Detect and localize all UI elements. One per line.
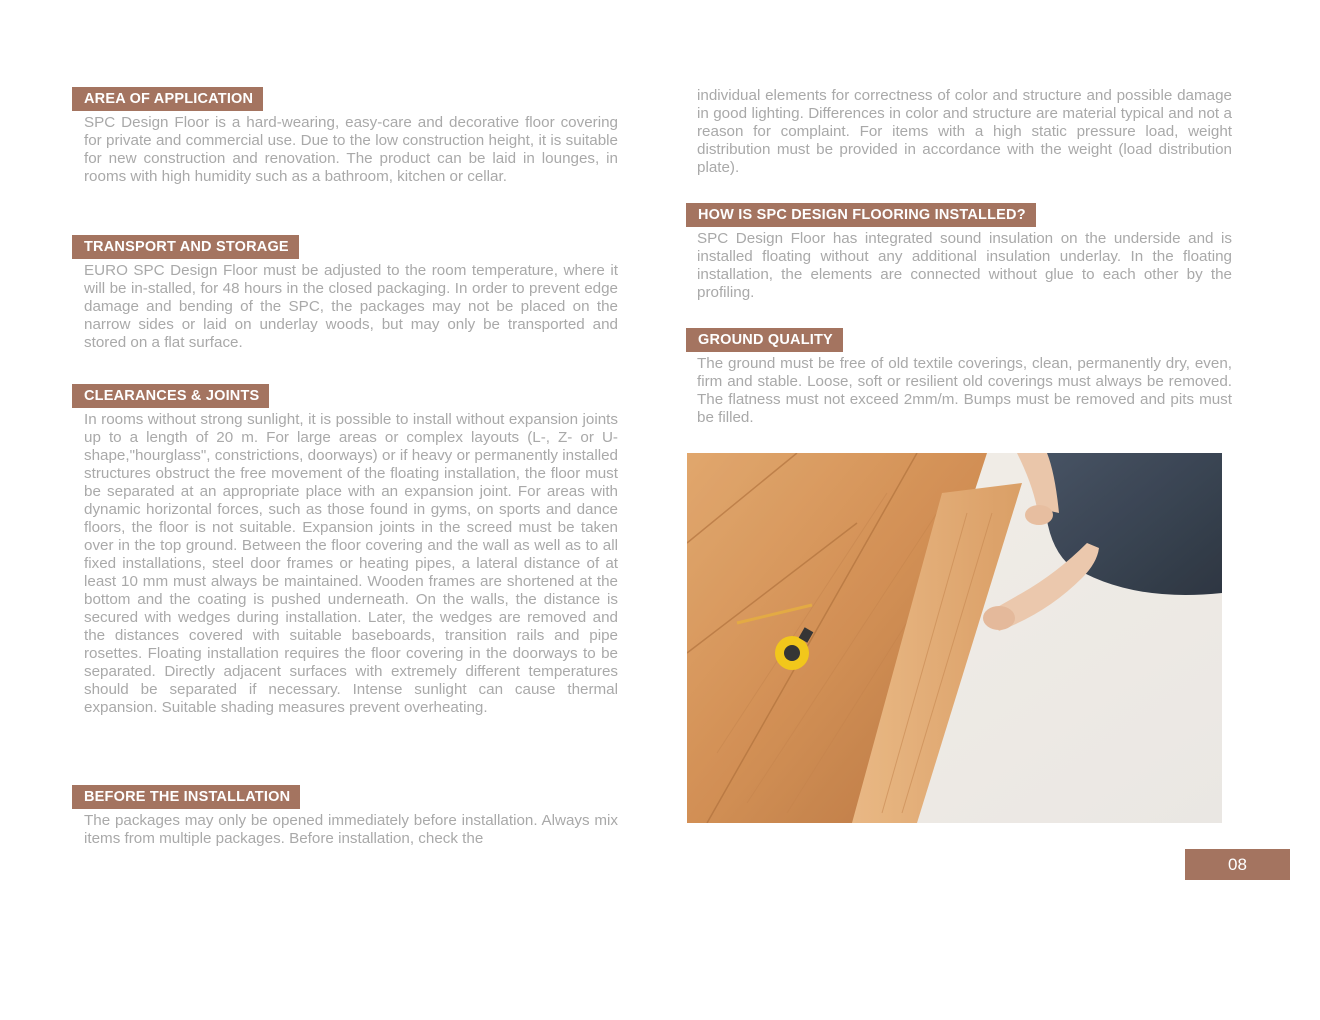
- section-heading: BEFORE THE INSTALLATION: [72, 785, 300, 809]
- section-text: The packages may only be opened immediately before installation. Always mix items from multiple packages. Before installation, check the: [84, 812, 618, 847]
- section-heading: HOW IS SPC DESIGN FLOORING INSTALLED?: [686, 203, 1036, 227]
- section-area-of-application: [72, 87, 620, 235]
- left-column: [72, 87, 620, 848]
- section-clearances-and-joints: [72, 384, 620, 785]
- section-heading: GROUND QUALITY: [686, 328, 843, 352]
- section-text: EURO SPC Design Floor must be adjusted to the room temperature, where it will be in-stalled, for 48 hours in the closed packaging. In order to prevent edge damage and bending of the SPC, the packages may not be placed on the narrow sides or laid on underlay woods, but may only be transported and stored on a flat surface.: [84, 262, 618, 351]
- section-text: The ground must be free of old textile coverings, clean, permanently dry, even, firm and stable. Loose, soft or resilient old coverings must always be removed. The flatness must not exceed 2mm/m. Bumps must be removed and pits must be filled.: [697, 355, 1232, 426]
- section-transport-and-storage: [72, 235, 620, 384]
- continued-text: individual elements for correctness of color and structure and possible damage in good lighting. Differences in color and structure are material typical and not a reason for complaint. For items with a high static pressure load, weight distribution must be provided in accordance with the weight (load distribution plate).: [697, 87, 1232, 176]
- section-text: In rooms without strong sunlight, it is possible to install without expansion joints up to a length of 20 m. For large areas or complex layouts (L-, Z- or U-shape,"hourglass", constrictions, doorways) or if heavy or permanently installed structures obstruct the free movement of the floating installation, the floor must be separated at an appropriate place with an expansion joint. For areas with dynamic horizontal forces, such as those found in gyms, on sports and dance floors, the floor is not suitable. Expansion joints in the screed must be taken over in the top ground. Between the floor covering and the wall as well as to all fixed installations, steel door frames or heating pipes, a lateral distance of at least 10 mm must always be maintained. Wooden frames are shortened at the bottom and the coating is pushed underneath. On the walls, the distance is secured with wedges during installation. Later, the wedges are removed and the distances covered with suitable baseboards, transition rails and pipe rosettes. Floating installation requires the floor covering in the doorways to be separated. Directly adjacent surfaces with extremely different temperatures should be separated if necessary. Intense sunlight can cause thermal expansion. Suitable shading measures prevent overheating.: [84, 411, 618, 716]
- section-heading: AREA OF APPLICATION: [72, 87, 263, 111]
- section-how-installed: [686, 203, 1234, 328]
- section-text: SPC Design Floor is a hard-wearing, easy-care and decorative floor covering for private and commercial use. Due to the low construction height, it is suitable for new construction and renovation. The product can be laid in lounges, in rooms with high humidity such as a bathroom, kitchen or cellar.: [84, 114, 618, 185]
- section-continued-text: [686, 87, 1234, 203]
- flooring-installation-photo: [687, 453, 1222, 823]
- page-number: 08: [1185, 849, 1290, 880]
- section-heading: TRANSPORT AND STORAGE: [72, 235, 299, 259]
- section-before-the-installation: [72, 785, 620, 848]
- section-text: SPC Design Floor has integrated sound insulation on the underside and is installed floating without any additional insulation underlay. In the floating installation, the elements are connected without glue to each other by the profiling.: [697, 230, 1232, 301]
- right-column: [686, 87, 1234, 427]
- section-ground-quality: [686, 328, 1234, 427]
- section-heading: CLEARANCES & JOINTS: [72, 384, 269, 408]
